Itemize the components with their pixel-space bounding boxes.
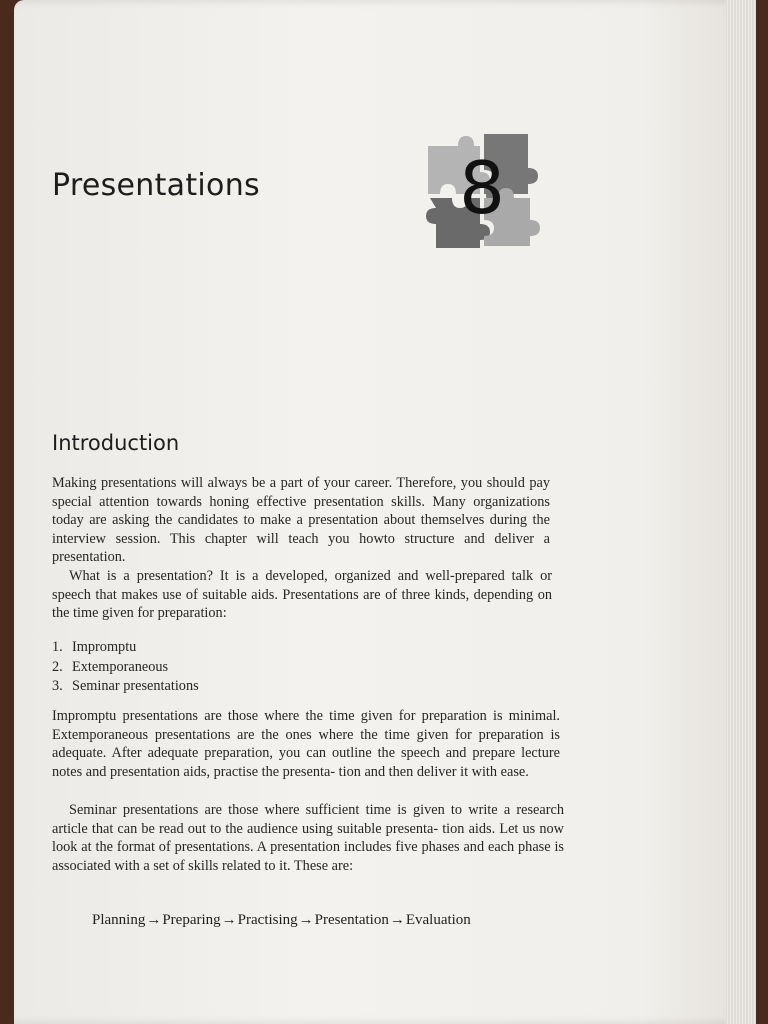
arrow-icon: →: [298, 912, 314, 928]
list-item: [52, 658, 199, 678]
phase-evaluation: Evaluation: [405, 912, 471, 928]
paragraph-intro: Making presentations will always be a part of your career. Therefore, you should pay special attention towards honing effective presentation skills. Many organizations today are asking the candidates to make a presentation about themselves during the interview session. This chapter will teach you howto structure and deliver a presentation.: [52, 475, 550, 565]
presentation-kinds-list: [52, 638, 199, 697]
list-number: 1.: [52, 639, 63, 655]
list-number: 3.: [52, 678, 63, 694]
arrow-icon: →: [146, 912, 162, 928]
section-heading: Introduction: [52, 431, 180, 455]
phase-planning: Planning: [92, 912, 146, 928]
list-item: [52, 638, 199, 658]
paragraph-impromptu: Impromptu presentations are those where the time given for preparation is minimal. Extemporaneous presentations are the ones where the time given for preparation is adequate. After adequate preparation, you can outline the speech and prepare lecture notes and presentation aids, practise the presenta- tion and then deliver it with ease.: [52, 708, 560, 780]
phase-presentation: Presentation: [314, 912, 389, 928]
list-number: 2.: [52, 658, 63, 675]
arrow-icon: →: [389, 912, 405, 928]
list-text: Seminar presentations: [72, 678, 199, 694]
list-text: Impromptu: [72, 639, 137, 655]
paragraph-definition: What is a presentation? It is a developed, organized and well-prepared talk or speech that makes use of suitable aids. Presentations are of three kinds, depending on the time given for preparation:: [52, 568, 552, 621]
page-edges: [726, 0, 756, 1024]
phase-practising: Practising: [237, 912, 298, 928]
chapter-title: Presentations: [52, 168, 260, 203]
list-item: [52, 677, 199, 697]
phase-preparing: Preparing: [162, 912, 221, 928]
arrow-icon: →: [221, 912, 237, 928]
list-text: Extemporaneous: [72, 658, 169, 675]
phases-flow: [92, 912, 471, 929]
paragraph-seminar: Seminar presentations are those where sufficient time is given to write a research article that can be read out to the audience using suitable presenta- tion aids. Let us now look at the format of presentations. A presentation includes five phases and each phase is associated with a set of skills related to it. These are:: [52, 802, 564, 874]
chapter-number: 8: [459, 146, 505, 230]
